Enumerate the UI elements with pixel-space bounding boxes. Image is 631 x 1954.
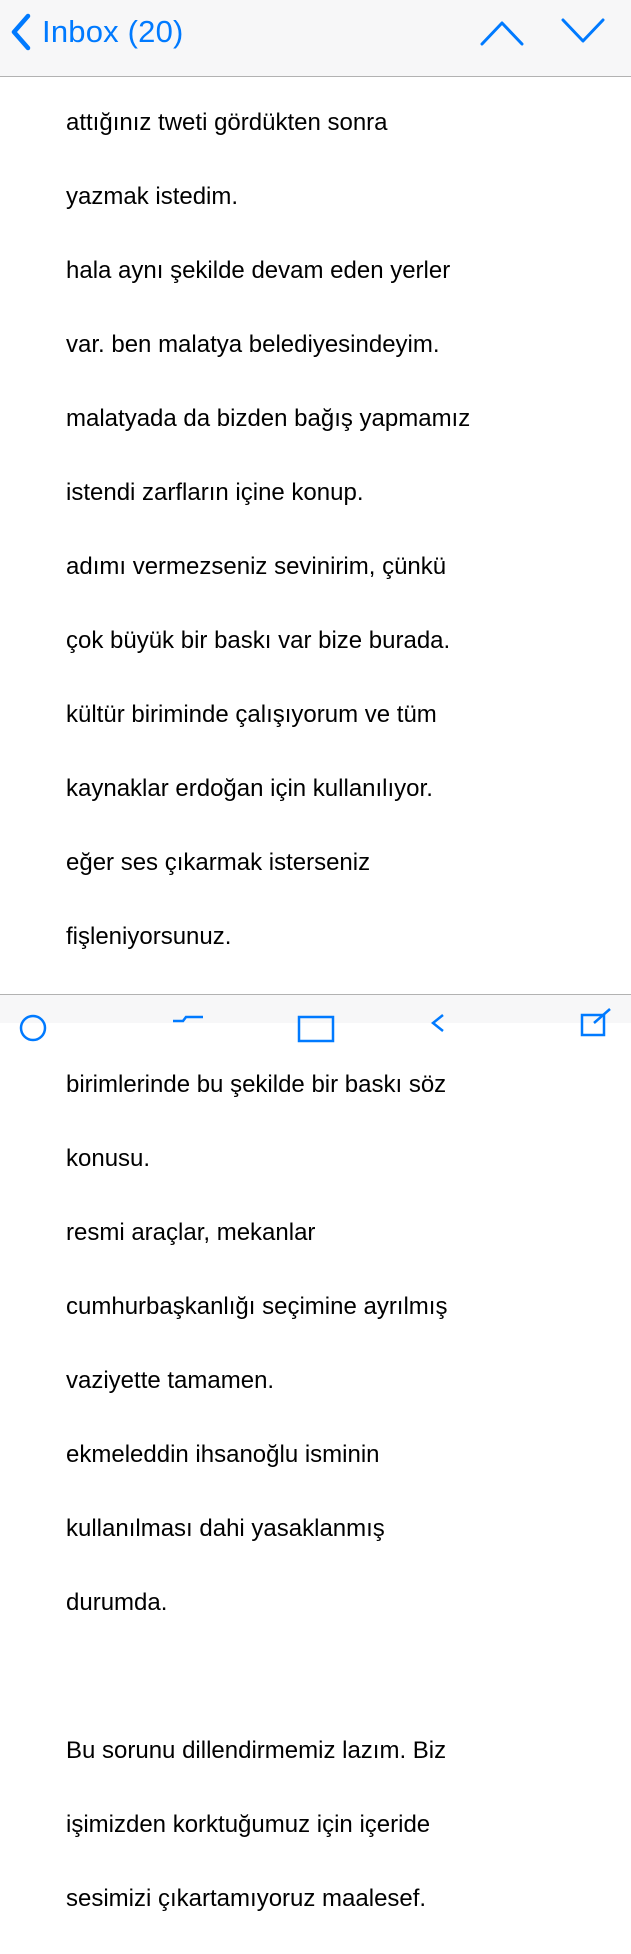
chevron-down-icon[interactable] bbox=[560, 14, 606, 50]
message-line: fişleniyorsunuz. bbox=[66, 923, 232, 950]
message-line: kullanılması dahi yasaklanmış bbox=[66, 1515, 385, 1542]
message-line: yazmak istedim. bbox=[66, 183, 239, 210]
message-line: malatyada da bizden bağış yapmamız bbox=[66, 405, 471, 432]
message-line: durumda. bbox=[66, 1589, 168, 1616]
message-line: attığınız tweti gördükten sonra bbox=[66, 109, 388, 136]
message-line: kültür biriminde çalışıyorum ve tüm bbox=[66, 701, 437, 728]
message-line: çok büyük bir baskı var bize burada. bbox=[66, 627, 451, 654]
folder-icon[interactable] bbox=[170, 1013, 206, 1043]
message-line: birimlerinde bu şekilde bir baskı söz bbox=[66, 1071, 447, 1098]
message-line: konusu. bbox=[66, 1145, 151, 1172]
archive-icon[interactable] bbox=[297, 1013, 335, 1043]
message-line: işimizden korktuğumuz için içeride bbox=[66, 1811, 431, 1838]
message-line: hala aynı şekilde devam eden yerler bbox=[66, 257, 451, 284]
message-line: vaziyette tamamen. bbox=[66, 1367, 275, 1394]
navigation-bar bbox=[0, 0, 631, 77]
message-line: kaynaklar erdoğan için kullanılıyor. bbox=[66, 775, 433, 802]
message-line: adımı vermezseniz sevinirim, çünkü bbox=[66, 553, 447, 580]
message-line: Bu sorunu dillendirmemiz lazım. Biz bbox=[66, 1737, 447, 1764]
reply-icon[interactable] bbox=[425, 1013, 455, 1043]
flag-icon[interactable] bbox=[18, 1013, 48, 1043]
back-button-label: Inbox (20) bbox=[42, 14, 184, 49]
message-line: cumhurbaşkanlığı seçimine ayrılmış bbox=[66, 1293, 448, 1320]
message-body-viewport[interactable] bbox=[0, 77, 631, 1912]
compose-icon[interactable] bbox=[580, 1007, 614, 1037]
message-line: eğer ses çıkarmak isterseniz bbox=[66, 849, 371, 876]
bottom-toolbar bbox=[0, 994, 631, 1023]
message-line: ekmeleddin ihsanoğlu isminin bbox=[66, 1441, 380, 1468]
message-line: resmi araçlar, mekanlar bbox=[66, 1219, 316, 1246]
message-line: sesimizi çıkartamıyoruz maalesef. bbox=[66, 1885, 427, 1912]
message-line: var. ben malatya belediyesindeyim. bbox=[66, 331, 440, 358]
chevron-up-icon[interactable] bbox=[479, 14, 525, 50]
message-blank-line bbox=[66, 1658, 606, 1695]
chevron-left-icon bbox=[8, 12, 36, 52]
back-to-inbox-button[interactable] bbox=[8, 10, 184, 54]
message-line: istendi zarfların içine konup. bbox=[66, 479, 364, 506]
